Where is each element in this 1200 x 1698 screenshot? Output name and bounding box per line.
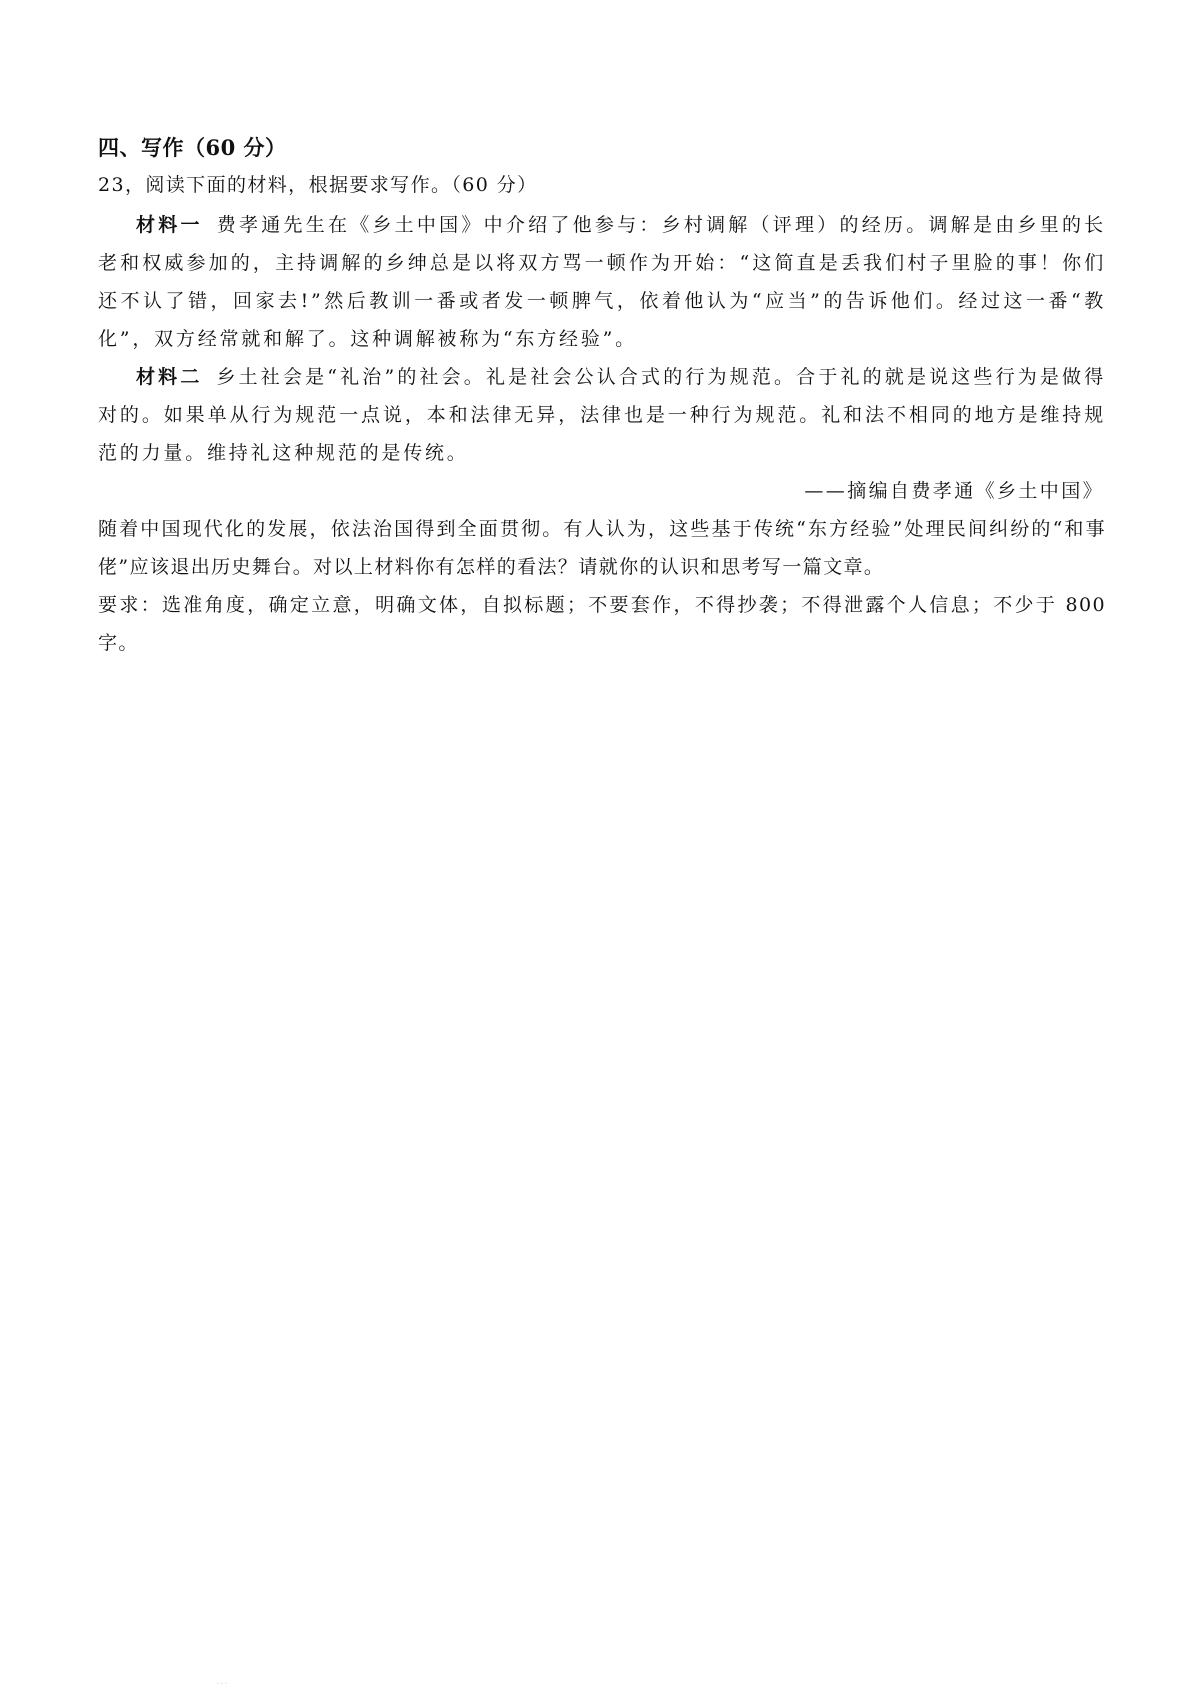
material-two-text: 乡土社会是“礼治”的社会。礼是社会公认合式的行为规范。合于礼的就是说这些行为是做得对的。如果单从行为规范一点说，本和法律无异，法律也是一种行为规范。礼和法不相同的地方是维持规范的力量。维持礼这种规范的是传统。 bbox=[98, 366, 1107, 464]
source-citation: ——摘编自费孝通《乡土中国》 bbox=[804, 480, 1104, 502]
material-two bbox=[98, 358, 1106, 472]
writing-prompt: 随着中国现代化的发展，依法治国得到全面贯彻。有人认为，这些基于传统“东方经验”处理民间纠纷的“和事佬”应该退出历史舞台。对以上材料你有怎样的看法？请就你的认识和思考写一篇文章。 bbox=[98, 518, 1106, 578]
section-title: 四、写作（60 分） bbox=[98, 135, 287, 160]
page-footer-mark: ... bbox=[216, 1676, 229, 1687]
question-text: 23，阅读下面的材料，根据要求写作。（60 分） bbox=[98, 174, 538, 196]
writing-requirements: 要求：选准角度，确定立意，明确文体，自拟标题；不要套作，不得抄袭；不得泄露个人信息；不少于 800 字。 bbox=[98, 594, 1106, 654]
material-one-text: 费孝通先生在《乡土中国》中介绍了他参与：乡村调解（评理）的经历。调解是由乡里的长老和权威参加的，主持调解的乡绅总是以将双方骂一顿作为开始：“这简直是丢我们村子里脸的事！你们还不认了错，回家去!”然后教训一番或者发一顿脾气，依着他认为“应当”的告诉他们。经过这一番“教化”，双方经常就和解了。这种调解被称为“东方经验”。 bbox=[98, 214, 1106, 350]
material-two-label: 材料二 bbox=[136, 366, 203, 388]
writing-section bbox=[98, 132, 1106, 662]
material-one bbox=[98, 206, 1106, 358]
material-one-label: 材料一 bbox=[136, 214, 203, 236]
